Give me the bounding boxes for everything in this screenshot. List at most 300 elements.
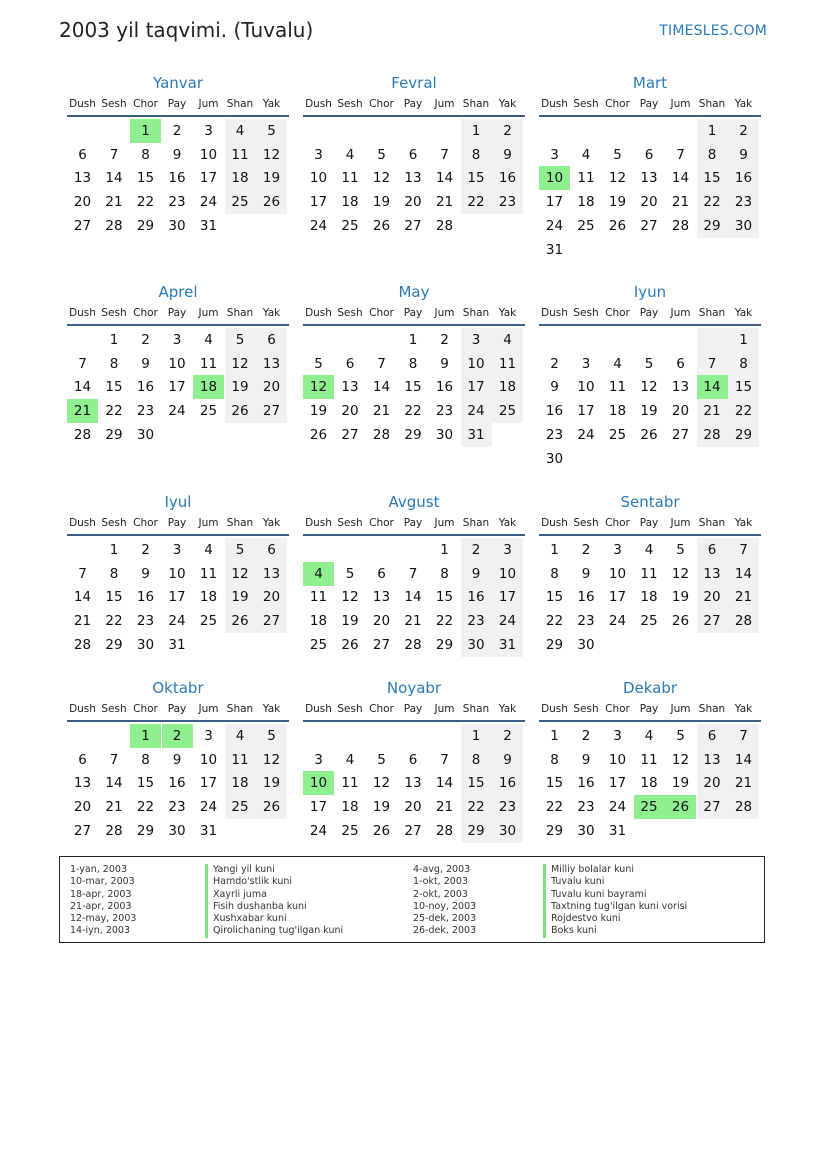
day-cell: 26 [256,190,287,214]
month-name: Dekabr [622,679,678,697]
day-cell: 9 [141,355,150,372]
day-cell: 30 [168,822,186,839]
day-cell: 20 [73,194,92,211]
day-cell: 11 [225,748,256,772]
month-block [303,679,525,839]
weekday-header: Shan [226,307,254,319]
day-cell: 20 [372,613,391,630]
day-cell: 4 [225,119,256,143]
day-cell: 9 [492,143,523,167]
day-cell: 21 [372,403,391,420]
weekday-header: Pay [167,98,187,110]
day-cell: 16 [492,166,523,190]
day-cell: 10 [492,562,523,586]
day-cell: 14 [728,748,759,772]
legend-date: 2-okt, 2003 [413,888,468,900]
day-cell: 5 [256,724,287,748]
day-cell: 31 [199,822,218,839]
day-cell: 8 [461,748,492,772]
day-cell: 23 [577,799,595,816]
legend-holiday: Boks kuni [543,925,687,937]
day-cell: 10 [199,146,218,163]
day-cell: 2 [172,123,182,139]
month-block [303,493,525,653]
day-cell: 2 [492,119,523,143]
weekday-header: Yak [498,307,517,319]
holiday-day: 1 [130,724,161,748]
day-cell: 7 [676,146,685,163]
legend-date: 4-avg, 2003 [413,864,471,875]
day-cell: 30 [545,450,564,467]
weekday-header: Shan [462,517,490,529]
day-cell: 14 [728,562,759,586]
day-cell: 5 [345,565,355,582]
day-cell: 14 [105,170,123,187]
day-cell: 1 [109,542,119,558]
day-cell: 6 [408,146,418,163]
day-cell: 6 [256,328,287,352]
day-cell: 7 [78,565,87,582]
day-cell: 16 [136,379,155,396]
legend-date: 1-yan, 2003 [70,864,127,875]
day-cell: 26 [372,217,391,234]
day-cell: 1 [109,332,119,348]
day-cell: 23 [577,613,595,630]
day-cell: 29 [136,217,155,234]
legend-holiday: Taxtning tug'ilgan kuni vorisi [543,901,687,913]
day-cell: 28 [73,636,92,653]
day-cell: 27 [73,217,92,234]
day-cell: 26 [225,399,256,423]
weekday-header: Dush [305,98,332,110]
day-cell: 13 [73,775,92,792]
day-cell: 21 [105,194,123,211]
day-cell: 16 [492,771,523,795]
day-cell: 2 [581,542,591,558]
weekday-header: Sesh [573,703,599,715]
day-cell: 14 [435,170,454,187]
day-cell: 27 [404,217,422,234]
weekday-header: Jum [670,307,691,319]
day-cell: 25 [640,613,658,630]
day-cell: 13 [404,775,422,792]
day-cell: 27 [671,426,690,443]
holiday-day: 21 [67,399,98,423]
day-cell: 22 [461,795,492,819]
weekday-header: Sesh [337,307,363,319]
day-cell: 16 [461,585,492,609]
day-cell: 5 [256,119,287,143]
weekday-header: Jum [198,517,219,529]
day-cell: 13 [341,379,359,396]
legend-date: 10-noy, 2003 [413,900,477,912]
day-cell: 7 [109,751,119,768]
month-name: Aprel [158,283,198,301]
day-cell: 8 [550,751,559,768]
header-rule [67,324,289,326]
weekday-header: Jum [670,703,691,715]
weekday-header: Pay [167,703,187,715]
day-cell: 4 [581,146,591,163]
day-cell: 28 [697,423,728,447]
day-cell: 2 [728,119,759,143]
day-cell: 25 [492,399,523,423]
day-cell: 29 [697,214,728,238]
day-cell: 27 [372,636,391,653]
legend-date: 10-mar, 2003 [70,876,135,888]
day-cell: 21 [728,771,759,795]
day-cell: 30 [577,636,595,653]
day-cell: 31 [545,241,564,258]
day-cell: 14 [404,589,422,606]
day-cell: 23 [728,190,759,214]
day-cell: 17 [577,403,595,420]
day-cell: 15 [435,589,454,606]
day-cell: 7 [697,352,728,376]
day-cell: 7 [728,724,759,748]
month-block [303,283,525,443]
legend-holiday: Xayrli juma [205,889,343,901]
day-cell: 19 [256,771,287,795]
day-cell: 19 [225,375,256,399]
day-cell: 25 [199,613,218,630]
day-cell: 29 [404,426,422,443]
day-cell: 27 [697,795,728,819]
weekday-header: Pay [639,703,659,715]
weekday-header: Yak [262,703,281,715]
weekday-header: Jum [434,98,455,110]
day-cell: 27 [640,217,658,234]
day-cell: 20 [640,194,658,211]
day-cell: 17 [608,589,627,606]
day-cell: 7 [440,146,449,163]
day-cell: 1 [408,332,418,348]
day-cell: 3 [492,538,523,562]
weekday-header: Chor [605,307,630,319]
day-cell: 22 [136,194,155,211]
day-cell: 8 [141,146,150,163]
day-cell: 21 [73,613,92,630]
day-cell: 27 [256,609,287,633]
day-cell: 3 [581,355,591,372]
day-cell: 11 [492,352,523,376]
day-cell: 15 [728,375,759,399]
day-cell: 6 [78,146,87,163]
day-cell: 5 [377,751,386,768]
month-block [303,74,525,234]
day-cell: 21 [728,585,759,609]
day-cell: 13 [697,562,728,586]
weekday-header: Chor [369,517,394,529]
day-cell: 17 [545,194,564,211]
day-cell: 26 [225,609,256,633]
holiday-day: 18 [193,375,224,399]
day-cell: 5 [613,146,622,163]
day-cell: 11 [199,565,218,582]
day-cell: 20 [256,585,287,609]
day-cell: 29 [105,636,123,653]
day-cell: 22 [435,613,454,630]
day-cell: 3 [461,328,492,352]
day-cell: 12 [256,143,287,167]
day-cell: 16 [435,379,454,396]
day-cell: 17 [199,775,218,792]
day-cell: 6 [408,751,418,768]
weekday-header: Jum [670,517,691,529]
weekday-header: Shan [226,517,254,529]
day-cell: 3 [172,332,182,348]
weekday-header: Jum [434,307,455,319]
day-cell: 10 [199,751,218,768]
day-cell: 23 [136,403,155,420]
empty-weekend-cell [697,328,728,352]
holiday-day: 10 [303,771,334,795]
day-cell: 24 [199,799,218,816]
day-cell: 12 [225,562,256,586]
header-rule [303,324,525,326]
day-cell: 10 [608,751,627,768]
day-cell: 16 [577,589,595,606]
day-cell: 22 [136,799,155,816]
legend-date: 1-okt, 2003 [413,876,468,888]
day-cell: 19 [640,403,658,420]
weekday-header: Yak [734,703,753,715]
day-cell: 11 [341,775,359,792]
day-cell: 13 [73,170,92,187]
month-block [539,493,761,653]
weekday-header: Shan [462,98,490,110]
day-cell: 28 [372,426,391,443]
day-cell: 23 [461,609,492,633]
legend-holiday: Fisih dushanba kuni [205,901,343,913]
day-cell: 18 [492,375,523,399]
day-cell: 26 [309,426,328,443]
day-cell: 18 [341,194,359,211]
day-cell: 22 [545,613,564,630]
weekday-header: Yak [262,307,281,319]
holiday-day: 2 [162,724,193,748]
day-cell: 19 [309,403,328,420]
day-cell: 12 [372,775,391,792]
day-cell: 31 [608,822,627,839]
weekday-header: Sesh [101,98,127,110]
day-cell: 30 [492,819,523,843]
weekday-header: Jum [198,98,219,110]
day-cell: 12 [640,379,658,396]
day-cell: 30 [136,426,155,443]
day-cell: 9 [550,379,559,396]
day-cell: 14 [671,170,690,187]
day-cell: 28 [435,217,454,234]
legend-holiday: Yangi yil kuni [205,864,343,876]
brand-link[interactable]: TIMESLES.COM [659,23,767,39]
day-cell: 12 [671,565,690,582]
day-cell: 27 [697,609,728,633]
day-cell: 9 [581,751,591,768]
month-name: Oktabr [152,679,204,697]
day-cell: 17 [608,775,627,792]
day-cell: 23 [492,795,523,819]
day-cell: 29 [545,822,564,839]
day-cell: 3 [204,728,213,744]
day-cell: 30 [728,214,759,238]
day-cell: 11 [225,143,256,167]
weekday-header: Sesh [337,517,363,529]
day-cell: 2 [141,332,150,348]
weekday-header: Yak [262,517,281,529]
day-cell: 28 [404,636,422,653]
weekday-header: Dush [541,703,568,715]
day-cell: 19 [608,194,627,211]
weekday-header: Dush [541,517,568,529]
day-cell: 21 [404,613,422,630]
day-cell: 22 [728,399,759,423]
legend-holiday: Rojdestvo kuni [543,913,687,925]
day-cell: 12 [341,589,359,606]
header-rule [539,324,761,326]
day-cell: 25 [341,217,359,234]
weekday-header: Yak [498,98,517,110]
day-cell: 19 [341,613,359,630]
day-cell: 9 [141,565,150,582]
day-cell: 11 [640,565,658,582]
day-cell: 9 [172,146,182,163]
day-cell: 5 [676,542,685,558]
day-cell: 4 [644,542,654,558]
day-cell: 17 [492,585,523,609]
header-rule [67,534,289,536]
header-rule [539,115,761,117]
day-cell: 20 [697,585,728,609]
day-cell: 19 [372,799,391,816]
day-cell: 24 [608,613,627,630]
legend-date: 21-apr, 2003 [70,900,132,912]
day-cell: 25 [225,190,256,214]
day-cell: 18 [608,403,627,420]
day-cell: 14 [105,775,123,792]
day-cell: 1 [440,542,449,558]
day-cell: 13 [697,748,728,772]
day-cell: 20 [256,375,287,399]
day-cell: 20 [671,403,690,420]
day-cell: 3 [204,123,213,139]
day-cell: 9 [581,565,591,582]
day-cell: 7 [377,355,386,372]
weekday-header: Chor [369,307,394,319]
legend-names-right [543,864,687,938]
day-cell: 28 [435,822,454,839]
day-cell: 5 [225,538,256,562]
day-cell: 15 [105,379,123,396]
day-cell: 14 [73,379,92,396]
weekday-header: Dush [69,703,96,715]
legend-date: 25-dek, 2003 [413,913,477,925]
day-cell: 17 [309,799,328,816]
weekday-header: Shan [226,98,254,110]
holiday-day: 10 [539,166,570,190]
weekday-header: Dush [541,307,568,319]
day-cell: 21 [671,194,690,211]
day-cell: 27 [73,822,92,839]
day-cell: 7 [728,538,759,562]
weekday-header: Dush [305,307,332,319]
day-cell: 6 [345,355,355,372]
day-cell: 31 [492,633,523,657]
day-cell: 15 [461,771,492,795]
day-cell: 16 [168,775,186,792]
day-cell: 12 [225,352,256,376]
holiday-legend [59,856,765,943]
day-cell: 24 [168,613,186,630]
weekday-header: Jum [434,517,455,529]
day-cell: 4 [492,328,523,352]
legend-date: 12-may, 2003 [70,913,137,925]
day-cell: 8 [109,355,119,372]
day-cell: 5 [225,328,256,352]
weekday-header: Chor [133,98,158,110]
month-block [67,493,289,653]
weekday-header: Pay [167,307,187,319]
weekday-header: Chor [605,517,630,529]
day-cell: 19 [372,194,391,211]
weekday-header: Shan [462,307,490,319]
day-cell: 25 [309,636,328,653]
day-cell: 11 [577,170,595,187]
day-cell: 20 [697,771,728,795]
weekday-header: Dush [69,98,96,110]
legend-dates-right [413,864,476,938]
header-rule [539,720,761,722]
day-cell: 16 [136,589,155,606]
weekday-header: Shan [698,517,726,529]
day-cell: 18 [199,589,218,606]
day-cell: 22 [545,799,564,816]
day-cell: 12 [608,170,627,187]
day-cell: 21 [435,194,454,211]
day-cell: 8 [440,565,449,582]
weekday-header: Sesh [101,517,127,529]
header-rule [303,720,525,722]
day-cell: 21 [105,799,123,816]
day-cell: 29 [435,636,454,653]
day-cell: 25 [341,822,359,839]
day-cell: 19 [671,775,690,792]
day-cell: 6 [697,538,728,562]
weekday-header: Dush [305,703,332,715]
day-cell: 12 [372,170,391,187]
weekday-header: Dush [69,517,96,529]
day-cell: 8 [141,751,150,768]
day-cell: 15 [461,166,492,190]
weekday-header: Sesh [573,98,599,110]
weekday-header: Jum [670,98,691,110]
day-cell: 27 [404,822,422,839]
day-cell: 28 [105,822,123,839]
day-cell: 26 [372,822,391,839]
month-name: Iyun [633,283,667,301]
legend-holiday: Milliy bolalar kuni [543,864,687,876]
weekday-header: Yak [498,517,517,529]
day-cell: 3 [550,146,559,163]
day-cell: 15 [697,166,728,190]
month-block [539,679,761,839]
day-cell: 25 [577,217,595,234]
day-cell: 29 [105,426,123,443]
day-cell: 24 [168,403,186,420]
day-cell: 4 [644,728,654,744]
month-block [67,74,289,234]
weekday-header: Pay [403,703,423,715]
